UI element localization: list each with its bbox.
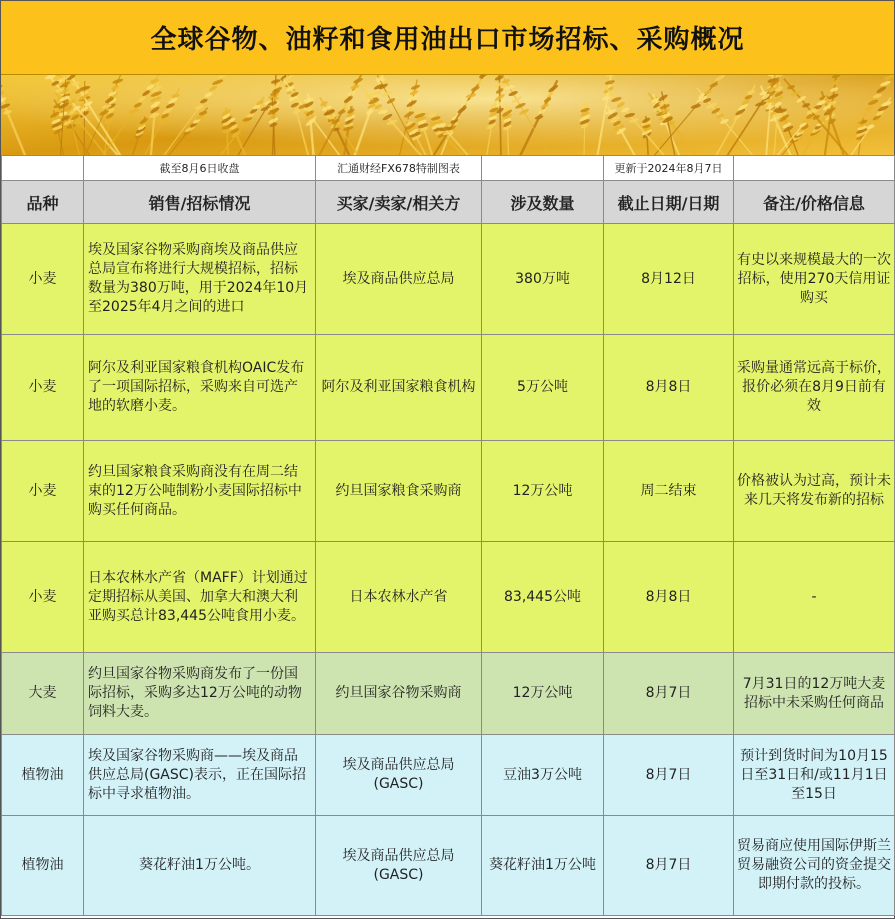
meta-as-of: 截至8月6日收盘 <box>84 156 316 181</box>
meta-blank <box>482 156 604 181</box>
row-description: 葵花籽油1万公吨。 <box>84 816 316 916</box>
meta-blank <box>734 156 895 181</box>
row-quantity: 豆油3万公吨 <box>482 735 604 816</box>
row-note: - <box>734 542 895 653</box>
row-quantity: 380万吨 <box>482 224 604 335</box>
meta-row <box>2 156 895 181</box>
header-note: 备注/价格信息 <box>734 181 895 224</box>
row-quantity: 葵花籽油1万公吨 <box>482 816 604 916</box>
row-note: 价格被认为过高，预计未来几天将发布新的招标 <box>734 441 895 542</box>
header-category: 品种 <box>2 181 84 224</box>
row-description: 埃及国家谷物采购商埃及商品供应总局宣布将进行大规模招标，招标数量为380万吨，用于2024年10月至2025年4月之间的进口 <box>84 224 316 335</box>
meta-blank <box>2 156 84 181</box>
table-row <box>2 542 895 653</box>
meta-source: 汇通财经FX678特制图表 <box>316 156 482 181</box>
row-category: 植物油 <box>2 735 84 816</box>
row-category: 植物油 <box>2 816 84 916</box>
row-note: 有史以来规模最大的一次招标，使用270天信用证购买 <box>734 224 895 335</box>
row-date: 8月7日 <box>604 735 734 816</box>
header-row <box>2 181 895 224</box>
row-note: 预计到货时间为10月15日至31日和/或11月1日至15日 <box>734 735 895 816</box>
row-date: 8月12日 <box>604 224 734 335</box>
row-description: 约旦国家谷物采购商发布了一份国际招标，采购多达12万公吨的动物饲料大麦。 <box>84 653 316 735</box>
row-party: 阿尔及利亚国家粮食机构 <box>316 335 482 441</box>
row-party: 日本农林水产省 <box>316 542 482 653</box>
meta-updated: 更新于2024年8月7日 <box>604 156 734 181</box>
row-date: 8月7日 <box>604 653 734 735</box>
row-category: 大麦 <box>2 653 84 735</box>
row-date: 8月8日 <box>604 542 734 653</box>
row-party: 埃及商品供应总局 <box>316 224 482 335</box>
row-party: 约旦国家粮食采购商 <box>316 441 482 542</box>
row-category: 小麦 <box>2 224 84 335</box>
row-note: 采购量通常远高于标价，报价必须在8月9日前有效 <box>734 335 895 441</box>
table-row <box>2 735 895 816</box>
row-description: 日本农林水产省（MAFF）计划通过定期招标从美国、加拿大和澳大利亚购买总计83,445公吨食用小麦。 <box>84 542 316 653</box>
table-row <box>2 816 895 916</box>
row-note: 贸易商应使用国际伊斯兰贸易融资公司的资金提交即期付款的投标。 <box>734 816 895 916</box>
row-date: 周二结束 <box>604 441 734 542</box>
row-category: 小麦 <box>2 335 84 441</box>
row-party: 约旦国家谷物采购商 <box>316 653 482 735</box>
header-description: 销售/招标情况 <box>84 181 316 224</box>
page-title: 全球谷物、油籽和食用油出口市场招标、采购概况 <box>150 25 745 55</box>
tender-table <box>1 155 895 916</box>
wheat-illustration <box>1 75 894 155</box>
row-description: 约旦国家粮食采购商没有在周二结束的12万公吨制粉小麦国际招标中购买任何商品。 <box>84 441 316 542</box>
row-note: 7月31日的12万吨大麦招标中未采购任何商品 <box>734 653 895 735</box>
wheat-banner-image <box>1 75 894 155</box>
header-party: 买家/卖家/相关方 <box>316 181 482 224</box>
row-description: 埃及国家谷物采购商——埃及商品供应总局(GASC)表示，正在国际招标中寻求植物油。 <box>84 735 316 816</box>
row-category: 小麦 <box>2 542 84 653</box>
table-row <box>2 224 895 335</box>
table-row <box>2 653 895 735</box>
header-date: 截止日期/日期 <box>604 181 734 224</box>
row-quantity: 83,445公吨 <box>482 542 604 653</box>
title-bar <box>1 1 894 75</box>
row-quantity: 12万公吨 <box>482 653 604 735</box>
row-quantity: 12万公吨 <box>482 441 604 542</box>
table-row <box>2 335 895 441</box>
row-quantity: 5万公吨 <box>482 335 604 441</box>
row-date: 8月7日 <box>604 816 734 916</box>
row-date: 8月8日 <box>604 335 734 441</box>
row-party: 埃及商品供应总局(GASC) <box>316 735 482 816</box>
header-quantity: 涉及数量 <box>482 181 604 224</box>
table-row <box>2 441 895 542</box>
row-party: 埃及商品供应总局(GASC) <box>316 816 482 916</box>
row-description: 阿尔及利亚国家粮食机构OAIC发布了一项国际招标，采购来自可选产地的软磨小麦。 <box>84 335 316 441</box>
row-category: 小麦 <box>2 441 84 542</box>
